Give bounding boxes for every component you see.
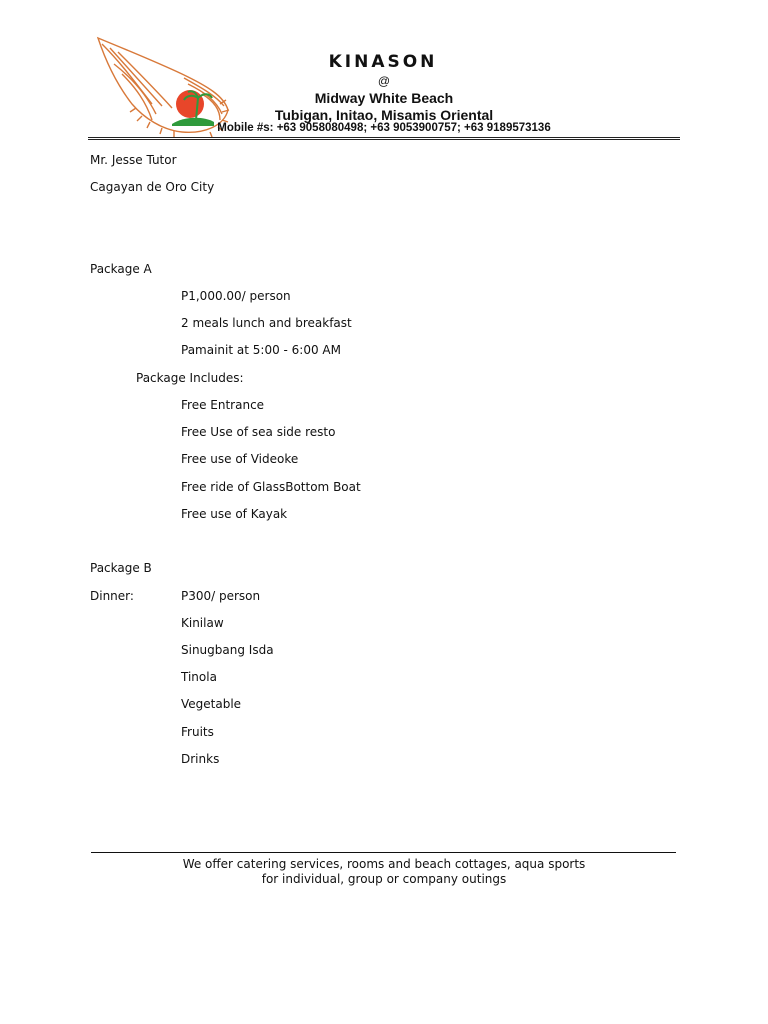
footer-line-2: for individual, group or company outings [261,872,507,886]
resort-location: Tubigan, Initao, Misamis Oriental [274,107,494,123]
footer-line-1: We offer catering services, rooms and beach cottages, aqua sports [182,857,586,871]
dinner-item: Sinugbang Isda [181,643,274,657]
recipient-name: Mr. Jesse Tutor [90,153,177,167]
header-divider [88,137,680,140]
resort-name: Midway White Beach [314,90,454,106]
package-a-title: Package A [90,262,152,276]
at-sign: @ [377,74,391,88]
mobile-numbers: Mobile #s: +63 9058080498; +63 9053900757; +63 9189573136 [217,122,551,134]
package-a-price: P1,000.00/ person [181,289,291,303]
footer-divider [91,852,676,853]
dinner-item: Drinks [181,752,220,766]
recipient-city: Cagayan de Oro City [90,180,215,194]
dinner-item: Vegetable [181,697,242,711]
dinner-item: Fruits [181,725,214,739]
package-a-meals: 2 meals lunch and breakfast [181,316,352,330]
package-b-title: Package B [90,561,152,575]
dinner-label: Dinner: [90,589,134,603]
package-includes-label: Package Includes: [136,371,244,385]
include-item: Free ride of GlassBottom Boat [181,480,361,494]
package-b-price: P300/ person [181,589,261,603]
include-item: Free use of Videoke [181,452,299,466]
include-item: Free use of Kayak [181,507,288,521]
dinner-item: Tinola [181,670,217,684]
include-item: Free Entrance [181,398,265,412]
dinner-item: Kinilaw [181,616,224,630]
include-item: Free Use of sea side resto [181,425,336,439]
package-a-pamainit: Pamainit at 5:00 - 6:00 AM [181,343,341,357]
brand-name: KINASON [328,52,438,72]
